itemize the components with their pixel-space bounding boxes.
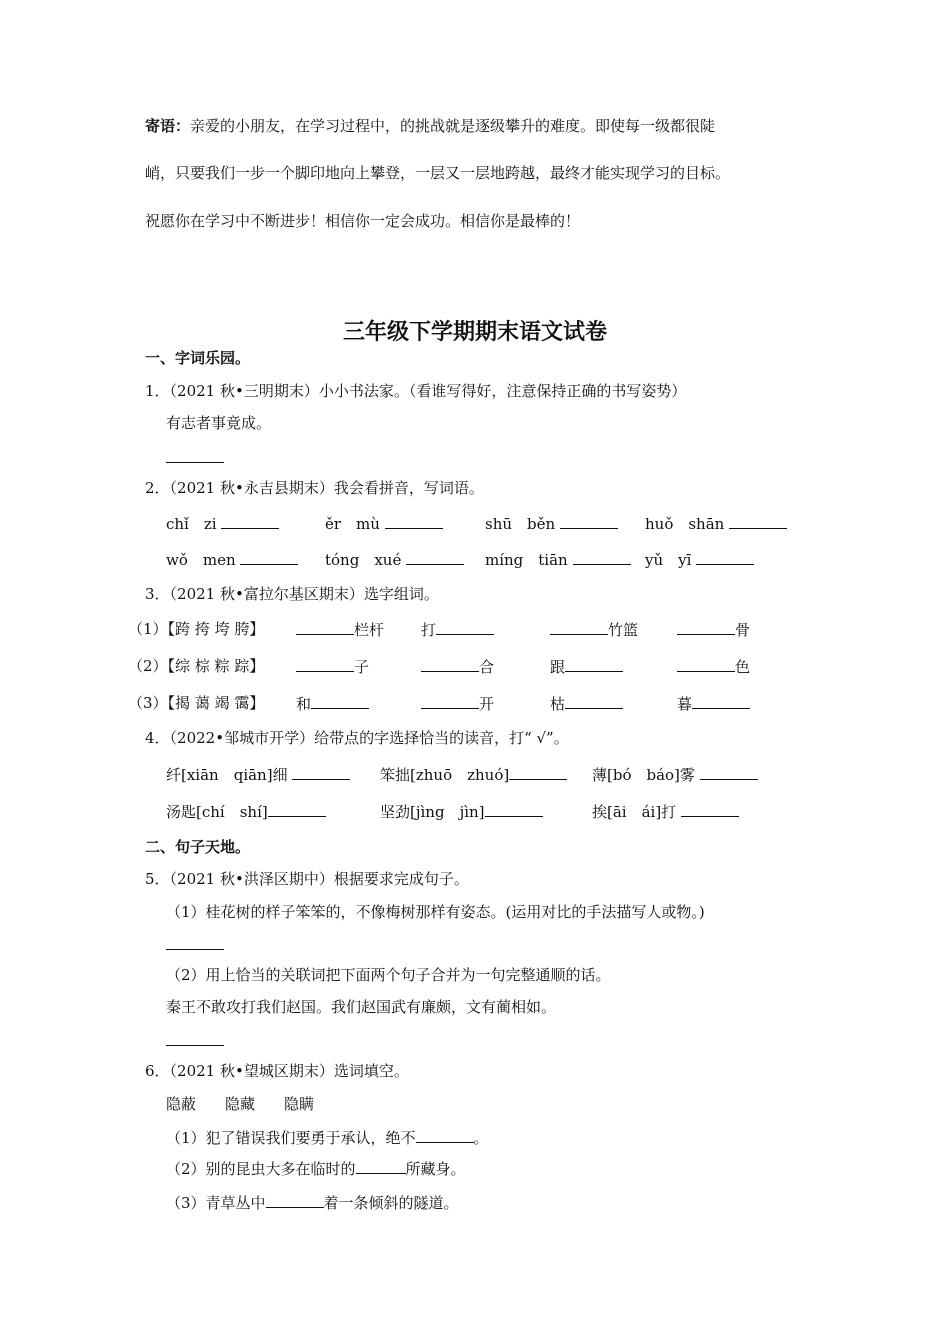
answer-blank[interactable] — [296, 656, 354, 672]
greeting-line-3: 祝愿你在学习中不断进步！相信你一定会成功。相信你是最棒的！ — [145, 212, 581, 230]
question-1-text: 有志者事竟成。 — [166, 414, 272, 432]
pinyin-item: wǒ men — [166, 549, 298, 570]
question-1-stem: 1．（2021 秋•三明期末）小小书法家。（看谁写得好，注意保持正确的书写姿势） — [145, 382, 687, 400]
answer-line[interactable] — [166, 1045, 224, 1046]
answer-blank[interactable] — [268, 801, 326, 817]
word-item: 枯 — [550, 693, 623, 714]
word-choice: 隐蔽 — [166, 1095, 197, 1113]
reading-item: 挨[āi ái]打 — [592, 801, 739, 822]
answer-blank[interactable] — [550, 619, 608, 635]
answer-blank[interactable] — [509, 764, 567, 780]
answer-blank[interactable] — [696, 549, 754, 565]
word-item: 开 — [421, 693, 494, 714]
word-item: 色 — [677, 656, 750, 677]
word-choice: 隐藏 — [225, 1095, 256, 1113]
answer-blank[interactable] — [266, 1192, 324, 1208]
pinyin-item: tóng xué — [325, 549, 464, 570]
page-title: 三年级下学期期末语文试卷 — [342, 319, 607, 345]
answer-line[interactable] — [166, 462, 224, 463]
q3-row-label: （3）【揭 蔼 竭 霭】 — [128, 694, 265, 712]
answer-blank[interactable] — [292, 764, 350, 780]
word-item: 跟 — [550, 656, 623, 677]
q3-row-label: （1）【跨 挎 垮 胯】 — [128, 620, 265, 638]
answer-blank[interactable] — [221, 513, 279, 529]
answer-blank[interactable] — [565, 693, 623, 709]
word-item: 骨 — [677, 619, 750, 640]
word-item: 栏杆 — [296, 619, 384, 640]
pinyin-item: huǒ shān — [645, 513, 787, 534]
answer-blank[interactable] — [485, 801, 543, 817]
question-5-sub1: （1）桂花树的样子笨笨的，不像梅树那样有姿态。(运用对比的手法描写人或物。) — [166, 903, 705, 921]
question-2-stem: 2．（2021 秋•永吉县期末）我会看拼音，写词语。 — [145, 479, 484, 497]
q6-sentence-2: （2）别的昆虫大多在临时的 所藏身。 — [166, 1160, 466, 1178]
reading-item: 坚劲[jìng jìn] — [380, 801, 543, 822]
q6-sentence-3: （3）青草丛中 着一条倾斜的隧道。 — [166, 1194, 459, 1212]
answer-blank[interactable] — [406, 549, 464, 565]
question-3-stem: 3．（2021 秋•富拉尔基区期末）选字组词。 — [145, 585, 439, 603]
word-item: 竹篮 — [550, 619, 638, 640]
question-5-sub2: （2）用上恰当的关联词把下面两个句子合并为一句完整通顺的话。 — [166, 966, 611, 984]
answer-blank[interactable] — [573, 549, 631, 565]
question-5-sub2-text: 秦王不敢攻打我们赵国。我们赵国武有廉颇，文有蔺相如。 — [166, 998, 557, 1016]
answer-blank[interactable] — [677, 656, 735, 672]
pinyin-item: shū běn — [485, 513, 618, 534]
answer-blank[interactable] — [729, 513, 787, 529]
answer-blank[interactable] — [356, 1158, 406, 1174]
answer-line[interactable] — [166, 949, 224, 950]
answer-blank[interactable] — [296, 619, 354, 635]
word-item: 子 — [296, 656, 369, 677]
answer-blank[interactable] — [416, 1127, 474, 1143]
word-item: 和 — [296, 693, 369, 714]
answer-blank[interactable] — [677, 619, 735, 635]
pinyin-item: chǐ zi — [166, 513, 279, 534]
answer-blank[interactable] — [436, 619, 494, 635]
section-heading-1: 一、字词乐园。 — [145, 349, 251, 367]
answer-blank[interactable] — [240, 549, 298, 565]
answer-blank[interactable] — [700, 764, 758, 780]
answer-blank[interactable] — [311, 693, 369, 709]
pinyin-item: ěr mù — [325, 513, 443, 534]
word-item: 打 — [421, 619, 494, 640]
question-6-stem: 6．（2021 秋•望城区期末）选词填空。 — [145, 1062, 409, 1080]
answer-blank[interactable] — [692, 693, 750, 709]
pinyin-item: míng tiān — [485, 549, 631, 570]
word-item: 暮 — [677, 693, 750, 714]
reading-item: 纤[xiān qiān]细 — [166, 764, 350, 785]
q3-row-label: （2）【综 棕 粽 踪】 — [128, 657, 265, 675]
answer-blank[interactable] — [560, 513, 618, 529]
reading-item: 薄[bó báo]雾 — [592, 764, 758, 785]
section-heading-2: 二、句子天地。 — [145, 838, 251, 856]
answer-blank[interactable] — [565, 656, 623, 672]
answer-blank[interactable] — [385, 513, 443, 529]
reading-item: 汤匙[chí shí] — [166, 801, 326, 822]
question-5-stem: 5．（2021 秋•洪泽区期中）根据要求完成句子。 — [145, 870, 469, 888]
reading-item: 笨拙[zhuō zhuó] — [380, 764, 567, 785]
greeting-line-2: 峭，只要我们一步一个脚印地向上攀登，一层又一层地跨越，最终才能实现学习的目标。 — [145, 164, 731, 182]
greeting-label: 寄语： — [145, 117, 191, 135]
word-choice: 隐瞒 — [284, 1095, 315, 1113]
q6-sentence-1: （1）犯了错误我们要勇于承认，绝不 。 — [166, 1129, 489, 1147]
greeting-line-1: 寄语：亲爱的小朋友，在学习过程中，的挑战就是逐级攀升的难度。即使每一级都很陡 — [145, 117, 716, 135]
answer-blank[interactable] — [681, 801, 739, 817]
answer-blank[interactable] — [421, 693, 479, 709]
answer-blank[interactable] — [421, 656, 479, 672]
pinyin-item: yǔ yī — [645, 549, 754, 570]
word-item: 合 — [421, 656, 494, 677]
question-4-stem: 4．（2022•邹城市开学）给带点的字选择恰当的读音，打“ √”。 — [145, 729, 569, 747]
